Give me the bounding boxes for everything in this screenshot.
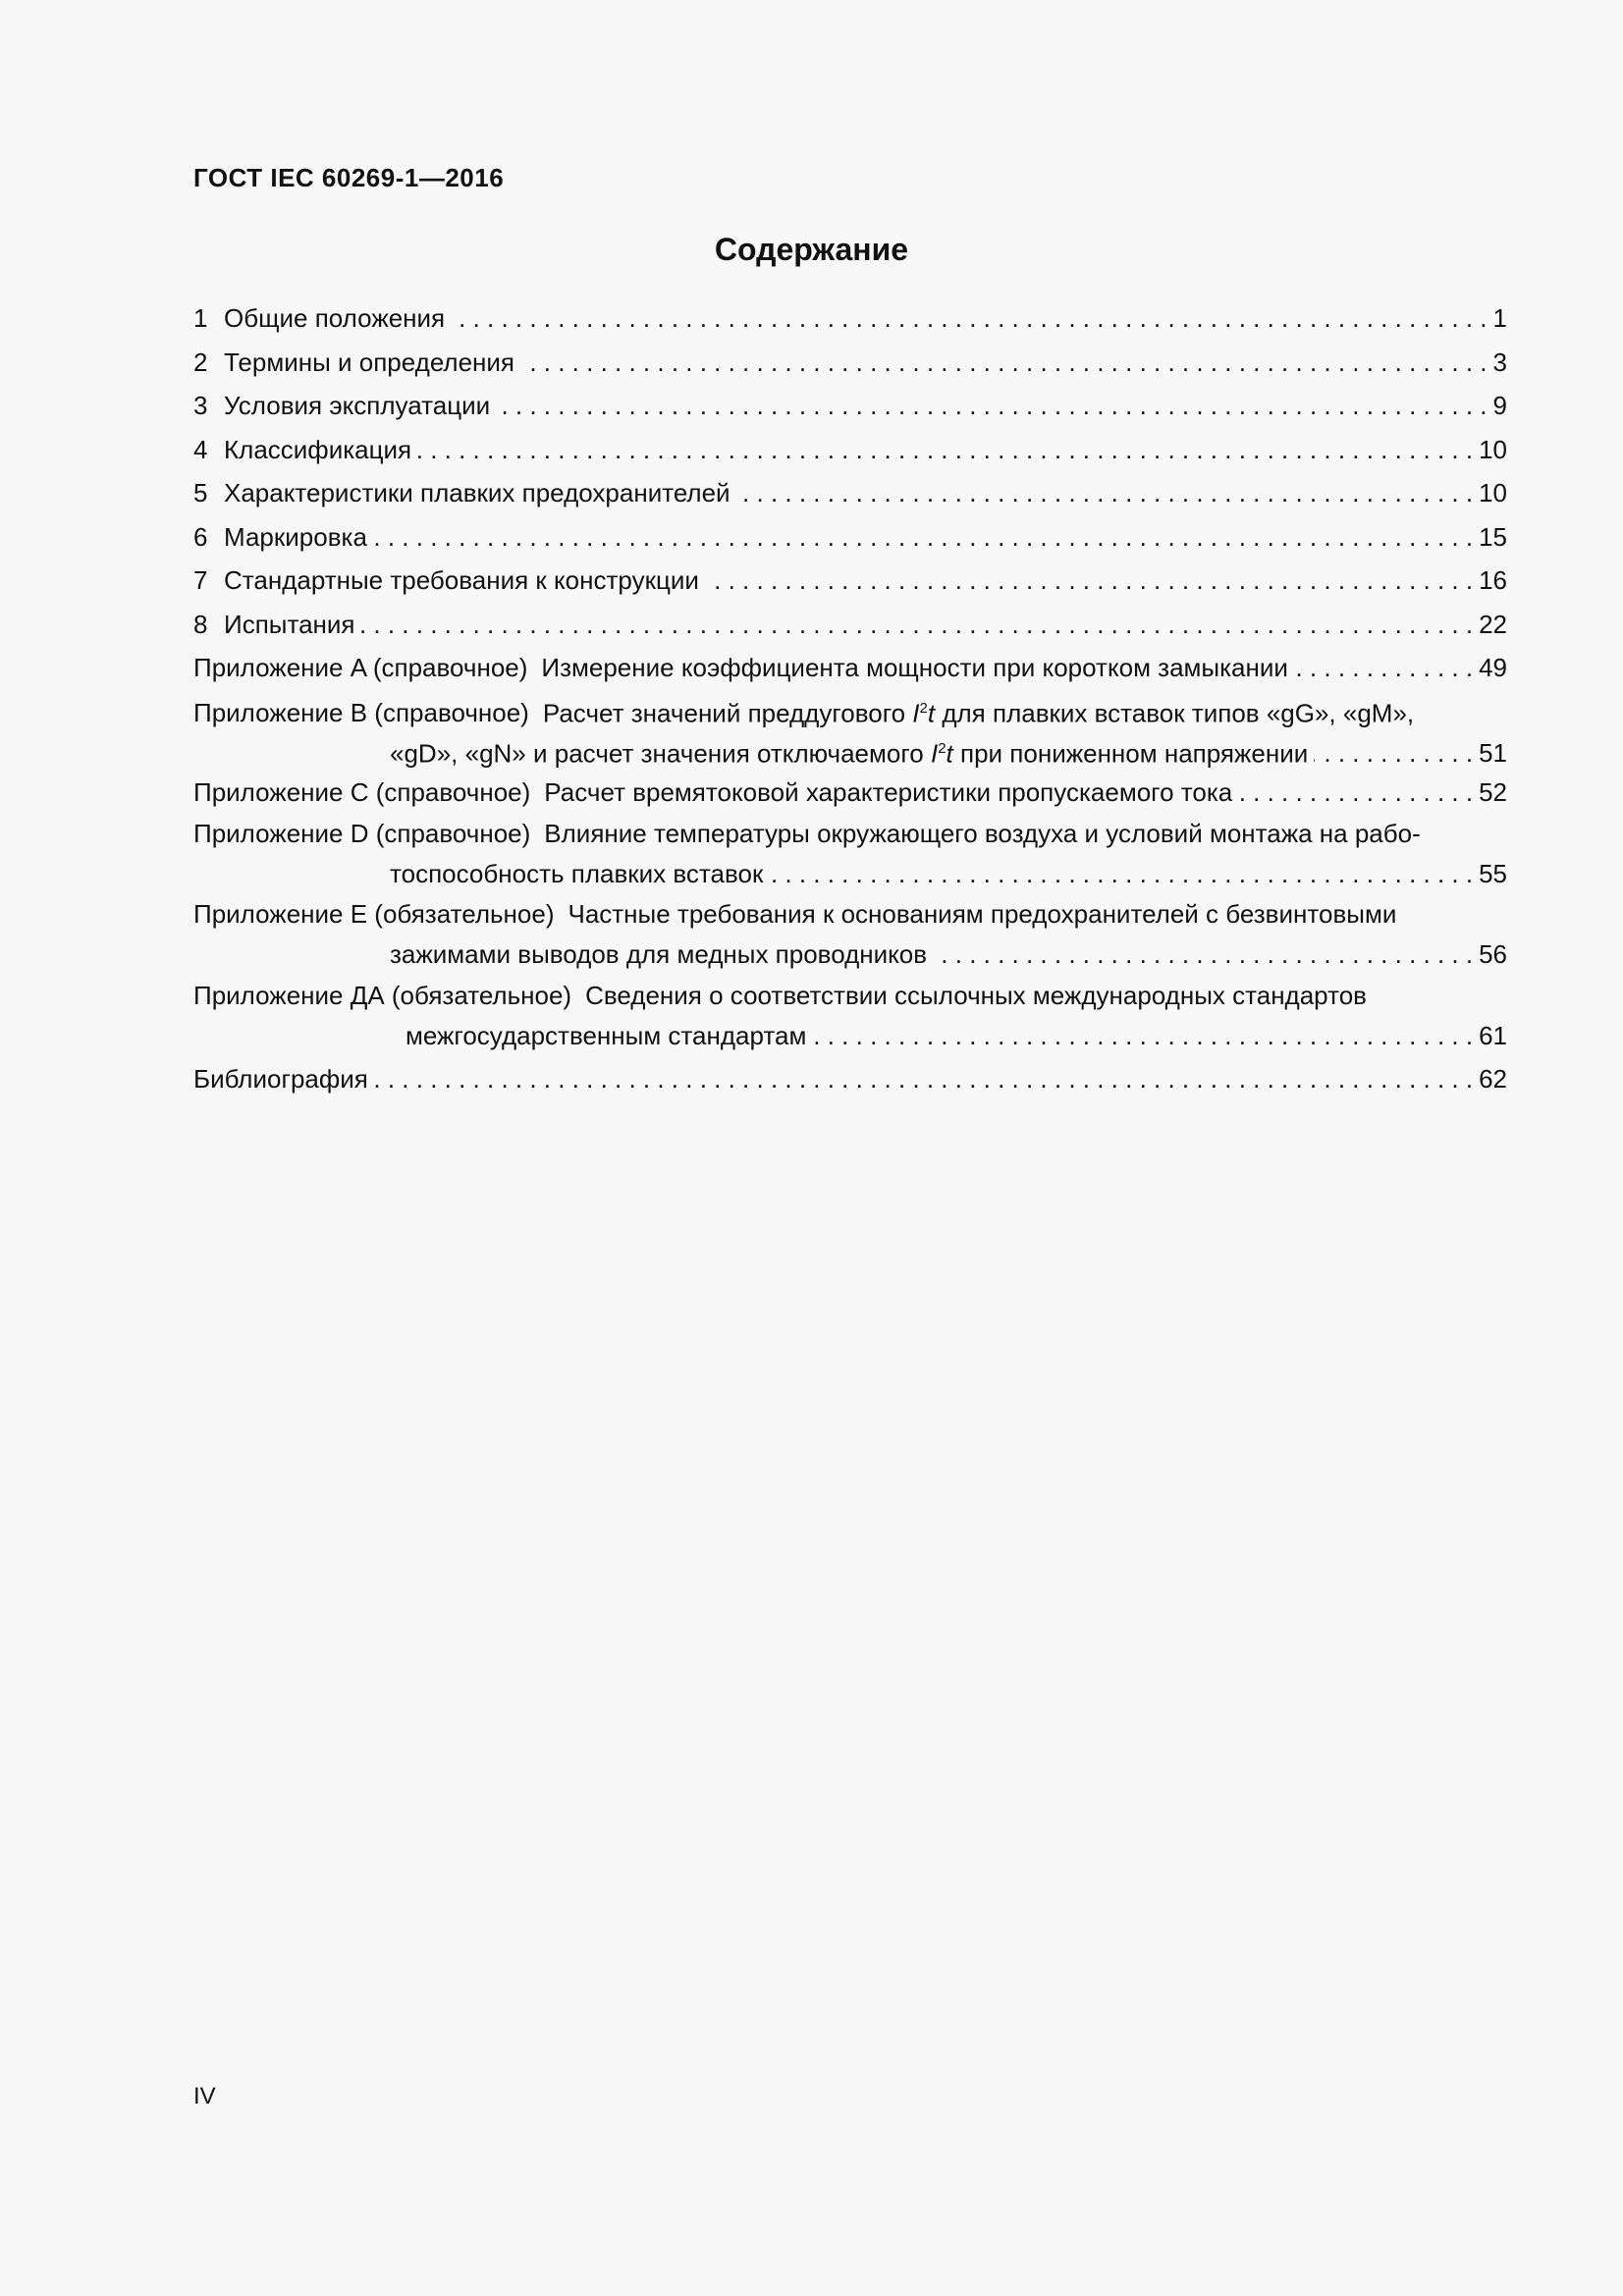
toc-page: 56 [1479, 939, 1507, 969]
leader-dots [1238, 771, 1473, 815]
toc-num: 8 [193, 609, 208, 639]
toc-entry-7[interactable] [193, 559, 1507, 603]
toc-label [390, 727, 1308, 775]
toc-appendix-a[interactable] [193, 646, 1507, 690]
toc-label: Сведения о соответствии ссылочных международных стандартов [585, 980, 1367, 1010]
leader-dots [812, 1014, 1473, 1058]
toc-page: 3 [1492, 347, 1507, 377]
toc-appendix-da[interactable] [193, 977, 1507, 1014]
toc-label: Частные требования к основаниям предохранителей с безвинтовыми [568, 899, 1397, 929]
toc-page: 10 [1479, 434, 1507, 464]
toc-label: Библиография [193, 1064, 368, 1094]
leader-dots [451, 296, 1487, 341]
toc-num: 1 [193, 303, 208, 333]
toc-label: Маркировка [224, 521, 367, 552]
toc-label: Стандартные требования к конструкции [224, 565, 699, 595]
toc-appendix-c[interactable] [193, 771, 1507, 815]
leader-dots [496, 384, 1487, 428]
toc-entry-1[interactable] [193, 296, 1507, 341]
toc-page: 55 [1479, 858, 1507, 888]
formula-sup: 2 [919, 699, 928, 717]
toc-label: Расчет времятоковой характеристики пропускаемого тока [544, 777, 1233, 807]
leader-dots [1314, 731, 1473, 775]
appendix-prefix: Приложение C (справочное) [193, 777, 531, 807]
toc-label: зажимами выводов для медных проводников [390, 939, 928, 969]
toc-label: Общие положения [224, 303, 446, 333]
leader-dots [520, 341, 1488, 385]
leader-dots [373, 515, 1473, 560]
toc-bibliography[interactable] [193, 1057, 1507, 1101]
toc-num: 6 [193, 521, 208, 552]
toc-label: Влияние температуры окружающего воздуха и условий монтажа на рабо- [544, 818, 1421, 848]
formula-sup: 2 [938, 739, 947, 757]
table-of-contents [193, 296, 1507, 1101]
text-part: при пониженном напряжении [960, 738, 1309, 769]
leader-dots [417, 428, 1473, 472]
toc-entry-5[interactable] [193, 471, 1507, 515]
toc-page: 51 [1479, 738, 1507, 769]
toc-page: 62 [1479, 1064, 1507, 1094]
page-number: IV [193, 2083, 216, 2109]
text-part: «gD», «gN» и расчет значения отключаемого [390, 738, 924, 769]
toc-num: 2 [193, 347, 208, 377]
toc-num: 5 [193, 478, 208, 507]
leader-dots [368, 1057, 1473, 1101]
appendix-prefix: Приложение D (справочное) [193, 818, 531, 848]
appendix-prefix: Приложение B (справочное) [193, 698, 529, 728]
document-header: ГОСТ IEC 60269-1—2016 [193, 163, 505, 192]
page-title: Содержание [714, 232, 909, 267]
appendix-prefix: Приложение A (справочное) [193, 653, 528, 682]
toc-entry-3[interactable] [193, 384, 1507, 428]
toc-page: 22 [1479, 609, 1507, 639]
formula-i: I [912, 698, 920, 728]
toc-entry-2[interactable] [193, 341, 1507, 385]
toc-entry-6[interactable] [193, 515, 1507, 560]
toc-page: 9 [1492, 391, 1507, 420]
text-part: для плавких вставок типов «gG», «gM», [942, 698, 1415, 728]
toc-appendix-da-cont[interactable] [193, 1014, 1507, 1058]
leader-dots [736, 471, 1473, 515]
toc-page: 16 [1479, 565, 1507, 595]
toc-num: 4 [193, 434, 208, 464]
text-part: Расчет значений преддугового [542, 698, 906, 728]
toc-page: 10 [1479, 478, 1507, 507]
toc-appendix-d[interactable] [193, 815, 1507, 852]
formula-t: t [927, 698, 936, 728]
leader-dots [1294, 646, 1473, 690]
leader-dots [933, 933, 1473, 977]
appendix-prefix: Приложение E (обязательное) [193, 899, 555, 929]
toc-label [543, 690, 1414, 732]
formula-i: I [930, 738, 939, 769]
toc-appendix-e[interactable] [193, 895, 1507, 933]
toc-num: 3 [193, 391, 208, 420]
toc-label: межгосударственным стандартам [406, 1020, 807, 1050]
toc-appendix-e-cont[interactable] [193, 933, 1507, 977]
leader-dots [769, 852, 1473, 896]
formula-t: t [946, 738, 953, 769]
toc-page: 15 [1479, 521, 1507, 552]
toc-entry-8[interactable] [193, 603, 1507, 647]
toc-appendix-b-cont[interactable] [193, 727, 1507, 772]
toc-appendix-d-cont[interactable] [193, 852, 1507, 896]
toc-entry-4[interactable] [193, 428, 1507, 472]
toc-label: Измерение коэффициента мощности при коротком замыкании [541, 653, 1288, 682]
toc-label: Испытания [224, 609, 355, 639]
leader-dots [361, 603, 1474, 647]
toc-num: 7 [193, 565, 208, 595]
toc-label: Характеристики плавких предохранителей [224, 478, 730, 507]
toc-page: 61 [1479, 1020, 1507, 1050]
toc-label: Условия эксплуатации [224, 391, 491, 420]
toc-page: 1 [1492, 303, 1507, 333]
appendix-prefix: Приложение ДА (обязательное) [193, 980, 572, 1010]
toc-appendix-b[interactable] [193, 690, 1507, 727]
toc-label: тоспособность плавких вставок [390, 858, 764, 888]
toc-page: 52 [1479, 777, 1507, 807]
toc-label: Классификация [224, 434, 412, 464]
toc-page: 49 [1479, 653, 1507, 682]
leader-dots [705, 559, 1473, 603]
toc-label: Термины и определения [224, 347, 515, 377]
